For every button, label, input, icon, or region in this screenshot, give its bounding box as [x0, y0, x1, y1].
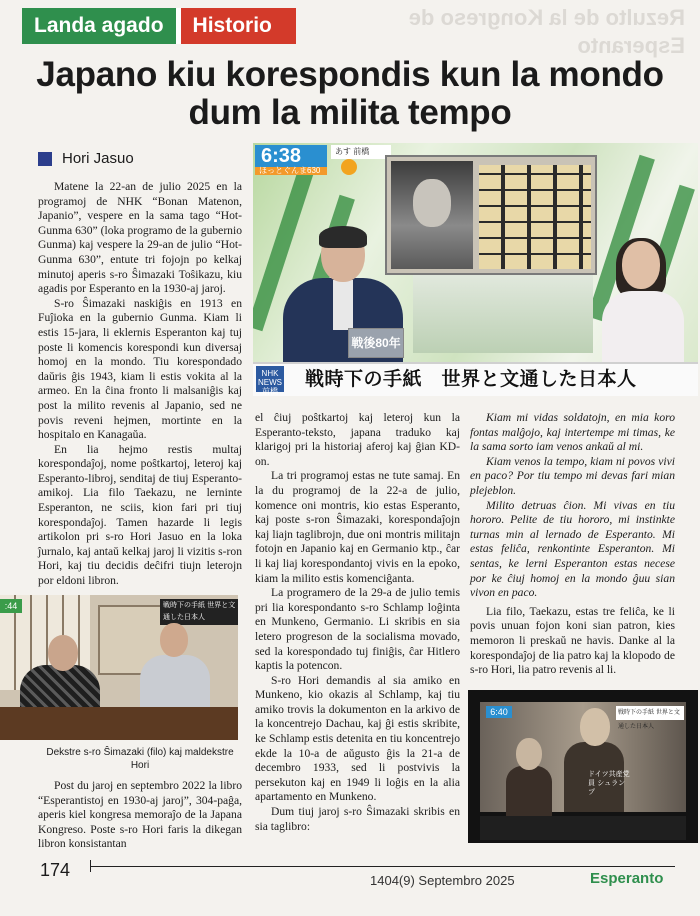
tv-name-label: ドイツ共産党員 シュランプ	[588, 770, 630, 796]
tv-headline: 戦時下の手紙 世界と文通した日本人	[305, 368, 637, 390]
author-square-icon	[38, 152, 52, 166]
news-anchor-woman	[598, 241, 688, 366]
column-3	[470, 411, 675, 678]
author-line	[38, 150, 134, 167]
paragraph: el ĉiuj poŝtkartoj kaj leteroj kun la Esperanto-teksto, japana traduko kaj klarigoj pri la historiaj aferoj kaj ĝian KD-on.	[255, 411, 460, 468]
paragraph: S-ro Ŝimazaki naskiĝis en 1913 en Fuĵioka en la gubernio Gunma. Kiam li estis 15-jara, li eklernis Esperanton kaj tuj poste li komencis korespondi kun diversaj homoj en la mondo. Tiu korespondado daŭris ĝis 1943, kiam li estis vokita al la armeo. En la ĉina fronto li malsaniĝis kaj post la milito revenis al Japanio, sed ne povis reveni hejmen, mortinte en la hospitalo en Kanagaŭa.	[38, 296, 242, 442]
tv-weather: あす 前橋	[331, 145, 391, 159]
table	[0, 707, 238, 740]
diary-quote	[470, 411, 675, 601]
paragraph: Matene la 22-an de julio 2025 en la programoj de NHK “Bonan Matenon, Japanio”, vespere en la sama tago “Hot-Gunma 630” (loka programo de la gubernio Gunma) kaj vespere la 29-an de julio “Hot-Gunma 630”, entute tri fojojn po kelkaj minutoj aperis s-ro Ŝimazaki Toŝikazu, kiu agadis por Esperanto en la 1930-aj jaroj.	[38, 180, 242, 296]
paragraph: Post du jaroj en septembro 2022 la libro “Esperantistoj en 1930-aj jaroj”, 304-paĝa, aperis kiel kongresa memoraĵo de la Japana Kongreso. Poste s-ro Hori faris la dikegan libron konsistantan	[38, 779, 242, 851]
tv-time: :44	[0, 599, 22, 613]
sun-icon	[341, 159, 357, 175]
quote-paragraph: Milito detruas ĉion. Mi vivas en tiu hororo. Pelite de tiu hororo, mi instinkte turnas min al lernado de Esperanto. Mi estas feliĉa, renkontinte Esperanton. Mi sentas, ke lerni Esperanton estas necese por ke ĉiuj homoj en la mondo ĝuu sian vivon en paco.	[470, 498, 675, 600]
tv-clock-time: 6:38	[261, 145, 302, 167]
postcards-collection	[479, 165, 591, 269]
photo-caption: Dekstre s-ro Ŝimazaki (filo) kaj maldekstre Hori	[46, 747, 234, 771]
article-title: Japano kiu korespondis kun la mondo dum la milita tempo	[36, 55, 664, 132]
column-1	[38, 180, 242, 589]
paragraph: Lia filo, Taekazu, estas tre feliĉa, ke li povis unuan fojon koni sian patron, kies memoron li preskaŭ ne havis. Danke al la korespondaĵoj de lia patro kaj la klopodo de s-ro Hori, lia patro revenis al li.	[470, 604, 675, 677]
quote-paragraph: Kiam mi vidas soldatojn, en mia koro fontas malĝojo, kaj intertempe mi timas, ke la sama sorto iam venos ankaŭ al mi.	[470, 411, 675, 454]
section-tags	[22, 8, 296, 44]
magazine-name: Esperanto	[590, 870, 664, 887]
photo-tv-broadcast	[253, 143, 698, 396]
nhk-logo: NHK NEWS 前橋	[256, 366, 284, 392]
tv-frame	[480, 816, 686, 840]
column-1-bottom	[38, 779, 242, 852]
bleed-through-text: Rezulto de la Kongreso de Esperanto	[408, 5, 685, 58]
quote-paragraph: Kiam venos la tempo, kiam ni povos vivi en paco? Por tiu tempo mi devas fari mian plejeblon.	[470, 454, 675, 497]
paragraph: S-ro Hori demandis al sia amiko en Munkeno, kio okazis al Schlamp, kaj tiu amiko trovis la dokumenton en la arkivo de la koncentrejo Dachau, kaj ĝi estis skribite, ke Schlamp estis detenita en tiu koncentrejo ekde la 10-a de aŭgusto ĝis la 21-a de decembro 1933, sed li postvivis la persekuton kaj en 1949 li loĝis en la alia apartamento en Munkeno.	[255, 673, 460, 804]
paragraph: Dum tiuj jaroj s-ro Ŝimazaki skribis en sia taglibro:	[255, 805, 460, 833]
footer-rule	[90, 866, 675, 867]
photo-interview	[0, 595, 238, 740]
page-number: 174	[40, 860, 71, 880]
photo-schlamp	[468, 690, 698, 843]
tv-clock	[255, 145, 327, 175]
person-woman	[506, 738, 552, 812]
historic-portrait	[391, 161, 473, 269]
paragraph: La programero de la 29-a de julio temis pri lia korespondanto s-ro Schlamp loĝinta en Munkeno, Germanio. Li skribis en sia letero progreson de la socialisma movado, sed la korespondado tuj finiĝis, ĉar Hitlero kaptis la potencon.	[255, 586, 460, 673]
category-tag: Historio	[181, 8, 296, 44]
postwar-80-badge: 戦後80年	[348, 328, 404, 358]
author-name: Hori Jasuo	[62, 150, 134, 167]
tv-overlay: 戦時下の手紙 世界と文通した日本人	[616, 706, 684, 720]
paragraph: La tri programoj estas ne tute samaj. En la du programoj de la 22-a de julio, komence oni montris, kio estas Esperanto, kaj poste s-ron Ŝimazaki, korespondaĵojn kaj liajn taglibrojn, due oni montris militajn fotojn en Japanio kaj en Germanio ktp., ĉar li kaj liaj korespondantoj vivis en la epoko, kiam la milito estis komenciĝanta.	[255, 469, 460, 585]
studio-desk	[413, 273, 593, 353]
column-2	[255, 411, 460, 834]
issue-info: 1404(9) Septembro 2025	[370, 873, 515, 888]
paragraph: En lia hejmo restis multaj korespondaĵoj, nome poŝtkartoj, leteroj kaj Esperanto-libroj, senditaj de tiuj Esperanto-amikoj. Lia filo Taekazu, ne lerninte Esperanton, ne sciis, kion fari pri tiuj korespondaĵoj. Tamen hazarde li legis artikolon pri s-ro Hori Jasuo en la loka ĵurnalo, kaj antaŭ kelkaj jaroj li vizitis s-ron Hori, kaj tiu decidis deĉifri tiujn leterojn por eldoni libron.	[38, 442, 242, 588]
tv-program-name: ほっとぐんま630	[255, 167, 327, 175]
section-tag: Landa agado	[22, 8, 176, 44]
studio-screen	[385, 155, 597, 275]
tv-overlay: 戦時下の手紙 世界と文通した日本人	[160, 599, 238, 625]
tv-time: 6:40	[486, 706, 512, 718]
